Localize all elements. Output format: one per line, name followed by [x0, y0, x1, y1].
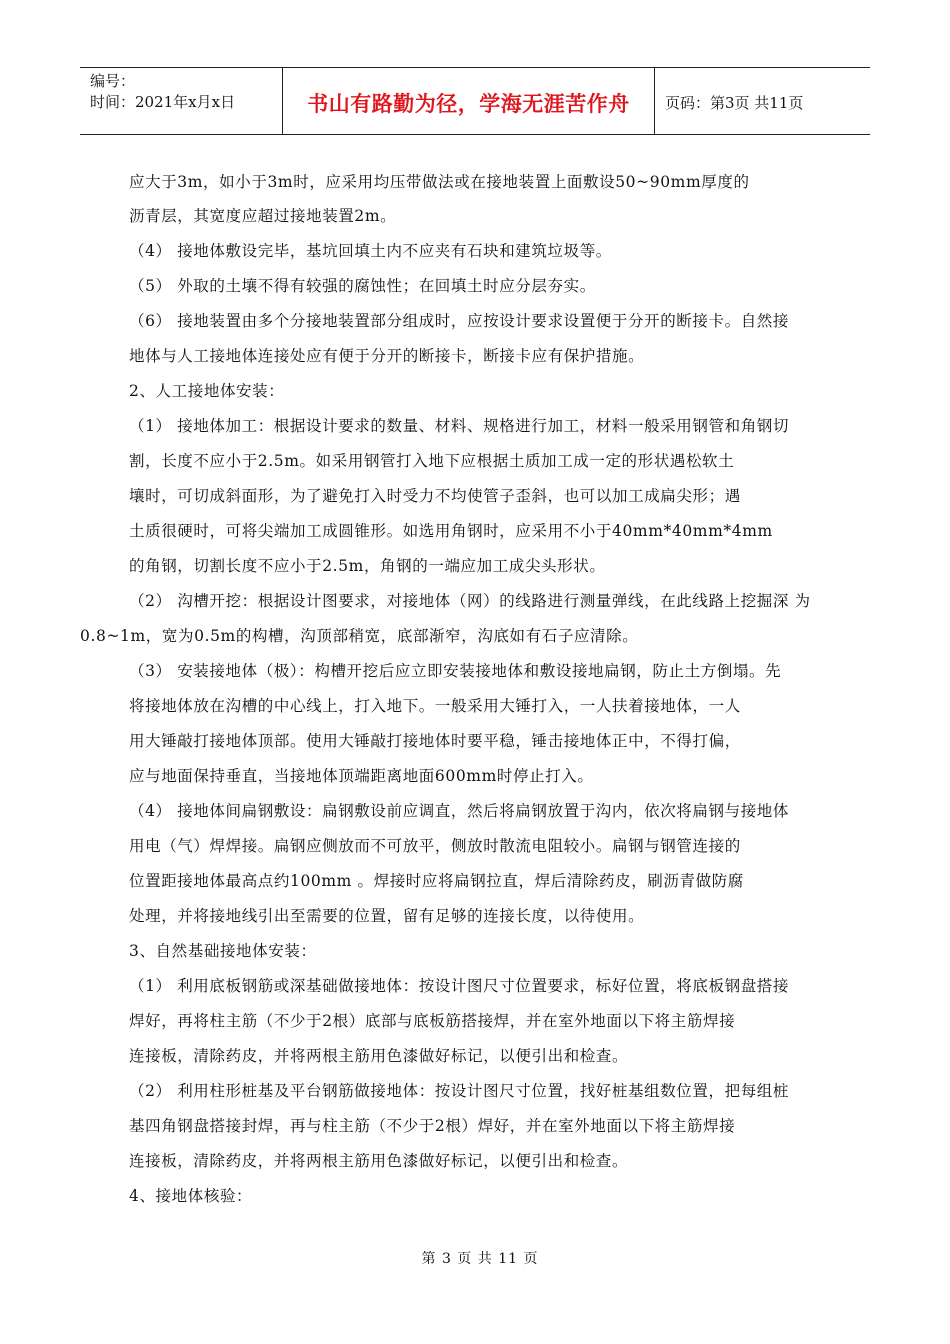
body-line: （4） 接地体敷设完毕，基坑回填土内不应夹有石块和建筑垃圾等。 [129, 242, 612, 260]
body-line: 连接板，清除药皮，并将两根主筋用色漆做好标记，以便引出和检查。 [129, 1152, 629, 1170]
body-line: 应大于3m，如小于3m时，应采用均压带做法或在接地装置上面敷设50~90mm厚度的 [129, 173, 750, 191]
body-line: 割，长度不应小于2.5m。如采用钢管打入地下应根据土质加工成一定的形状遇松软土 [129, 452, 735, 470]
body-line: 位置距接地体最高点约100mm 。焊接时应将扁钢拉直，焊后清除药皮，刷沥青做防腐 [129, 872, 744, 890]
body-line: 将接地体放在沟槽的中心线上，打入地下。一般采用大锤打入，一人扶着接地体，一人 [129, 697, 741, 715]
body-line: 应与地面保持垂直，当接地体顶端距离地面600mm时停止打入。 [129, 767, 594, 785]
page-number-label: 页码：第3页 共11页 [665, 93, 804, 112]
body-line: 连接板，清除药皮，并将两根主筋用色漆做好标记，以便引出和检查。 [129, 1047, 629, 1065]
body-line: （4） 接地体间扁钢敷设：扁钢敷设前应调直，然后将扁钢放置于沟内，依次将扁钢与接地体 [129, 802, 789, 820]
body-line: （1） 利用底板钢筋或深基础做接地体：按设计图尺寸位置要求，标好位置，将底板钢盘搭接 [129, 977, 789, 995]
body-line: （6） 接地装置由多个分接地装置部分组成时，应按设计要求设置便于分开的断接卡。自然接 [129, 312, 789, 330]
date-label: 时间：2021年x月x日 [90, 93, 236, 111]
body-line: 基四角钢盘搭接封焊，再与柱主筋（不少于2根）焊好，并在室外地面以下将主筋焊接 [129, 1117, 736, 1135]
section-heading: 2、人工接地体安装： [129, 382, 285, 400]
body-line: （2） 沟槽开挖：根据设计图要求，对接地体（网）的线路进行测量弹线，在此线路上挖掘深 为 [129, 592, 811, 610]
body-line: 用电（气）焊焊接。扁钢应侧放而不可放平，侧放时散流电阻较小。扁钢与钢管连接的 [129, 837, 741, 855]
body-line: 0.8~1m，宽为0.5m的构槽，沟顶部稍宽，底部渐窄，沟底如有石子应清除。 [80, 627, 639, 645]
motto: 书山有路勤为径，学海无涯苦作舟 [307, 91, 630, 116]
body-line: （1） 接地体加工：根据设计要求的数量、材料、规格进行加工，材料一般采用钢管和角钢切 [129, 417, 789, 435]
page-footer: 第 3 页 共 11 页 [421, 1251, 539, 1267]
body-line: 壤时，可切成斜面形，为了避免打入时受力不均使管子歪斜，也可以加工成扁尖形；遇 [129, 487, 741, 505]
section-heading: 4、接地体核验： [129, 1187, 253, 1205]
body-line: 地体与人工接地体连接处应有便于分开的断接卡，断接卡应有保护措施。 [129, 347, 645, 365]
body-line: 的角钢，切割长度不应小于2.5m，角钢的一端应加工成尖头形状。 [129, 557, 606, 575]
body-line: （3） 安装接地体（极）：构槽开挖后应立即安装接地体和敷设接地扁钢，防止土方倒塌。先 [129, 662, 782, 680]
body-line: 沥青层，其宽度应超过接地装置2m。 [129, 207, 397, 225]
body-line: （2） 利用柱形桩基及平台钢筋做接地体：按设计图尺寸位置，找好桩基组数位置，把每组桩 [129, 1082, 789, 1100]
body-line: 焊好，再将柱主筋（不少于2根）底部与底板筋搭接焊，并在室外地面以下将主筋焊接 [129, 1012, 736, 1030]
section-heading: 3、自然基础接地体安装： [129, 942, 317, 960]
number-label: 编号： [90, 72, 136, 90]
body-line: （5） 外取的土壤不得有较强的腐蚀性；在回填土时应分层夯实。 [129, 277, 596, 295]
body-line: 用大锤敲打接地体顶部。使用大锤敲打接地体时要平稳，锤击接地体正中，不得打偏， [129, 732, 741, 750]
body-line: 土质很硬时，可将尖端加工成圆锥形。如选用角钢时，应采用不小于40mm*40mm*4mm [129, 522, 773, 540]
body-line: 处理，并将接地线引出至需要的位置，留有足够的连接长度，以待使用。 [129, 907, 645, 925]
